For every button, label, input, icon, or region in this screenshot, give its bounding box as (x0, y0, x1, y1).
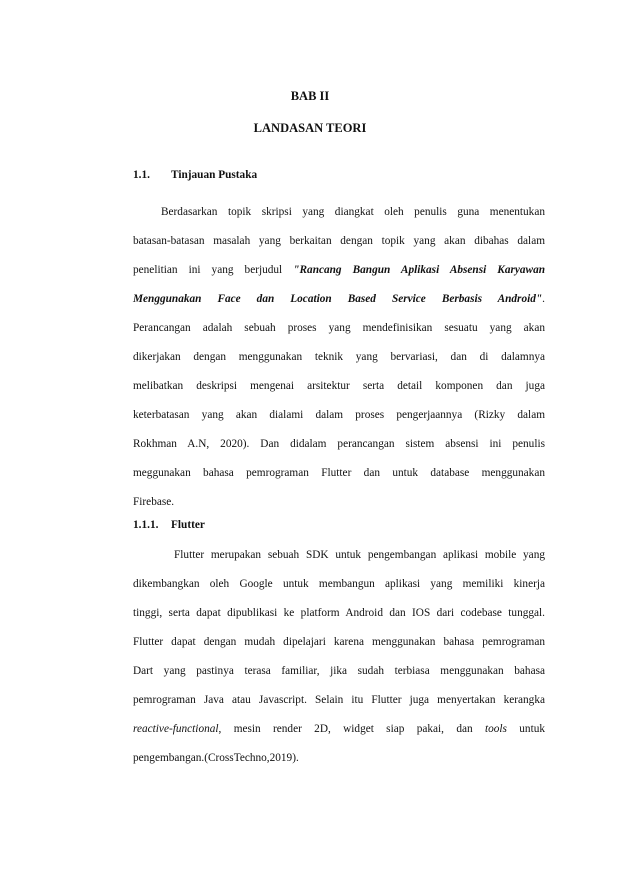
paragraph-line: Perancangan adalah sebuah proses yang mendefinisikan sesuatu yang akan (133, 322, 545, 334)
chapter-label: BAB II (290, 89, 330, 103)
thesis-title-part-1: "Rancang Bangun Aplikasi Absensi Karyawan (293, 264, 545, 276)
section-title: Flutter (171, 519, 205, 531)
thesis-title-part-2: Menggunakan Face dan Location Based Service Berbasis Android" (133, 293, 543, 305)
chapter-title: LANDASAN TEORI (253, 121, 367, 135)
section-number: 1.1.1. (133, 519, 159, 531)
line-text: , mesin render 2D, widget siap pakai, dan (218, 723, 485, 735)
line-text: untuk (519, 723, 545, 735)
line-text: . (542, 293, 545, 305)
paragraph-line: dikembangkan oleh Google untuk membangun aplikasi yang memiliki kinerja (133, 578, 545, 590)
section-title: Tinjauan Pustaka (171, 169, 258, 181)
paragraph-line: melibatkan deskripsi mengenai arsitektur serta detail komponen dan juga (133, 380, 545, 392)
section-heading-tinjauan-pustaka (133, 169, 257, 181)
italic-term: tools (484, 723, 507, 735)
paragraph-line: keterbatasan yang akan dialami dalam proses pengerjaannya (Rizky dalam (133, 409, 545, 421)
paragraph-line (133, 263, 545, 277)
paragraph-line: Berdasarkan topik skripsi yang diangkat oleh penulis guna menentukan (161, 206, 545, 218)
section-number: 1.1. (133, 169, 150, 181)
paragraph-line: pengembangan.(CrossTechno,2019). (133, 752, 299, 764)
paragraph-line: Dart yang pastinya terasa familiar, jika sudah terbiasa menggunakan bahasa (133, 665, 545, 677)
paragraph-line: dikerjakan dengan menggunakan teknik yang bervariasi, dan di dalamnya (133, 351, 545, 363)
paragraph-line: pemrograman Java atau Javascript. Selain itu Flutter juga menyertakan kerangka (133, 694, 545, 706)
paragraph-line (133, 722, 545, 736)
paragraph-line: Flutter merupakan sebuah SDK untuk pengembangan aplikasi mobile yang (174, 549, 545, 561)
paragraph-line: tinggi, serta dapat dipublikasi ke platform Android dan IOS dari codebase tunggal. (133, 607, 545, 619)
italic-term: reactive-functional (133, 723, 219, 735)
paragraph-line: batasan-batasan masalah yang berkaitan dengan topik yang akan dibahas dalam (133, 235, 545, 247)
paragraph-line: Flutter dapat dengan mudah dipelajari karena menggunakan bahasa pemrograman (133, 636, 545, 648)
paragraph-line: Rokhman A.N, 2020). Dan didalam perancangan sistem absensi ini penulis (133, 438, 545, 450)
paragraph-line: meggunakan bahasa pemrograman Flutter dan untuk database menggunakan (133, 467, 545, 479)
paragraph-line: Firebase. (133, 496, 175, 508)
paragraph-line (133, 292, 545, 306)
line-text: penelitian ini yang berjudul (133, 264, 294, 276)
section-heading-flutter (133, 519, 205, 531)
